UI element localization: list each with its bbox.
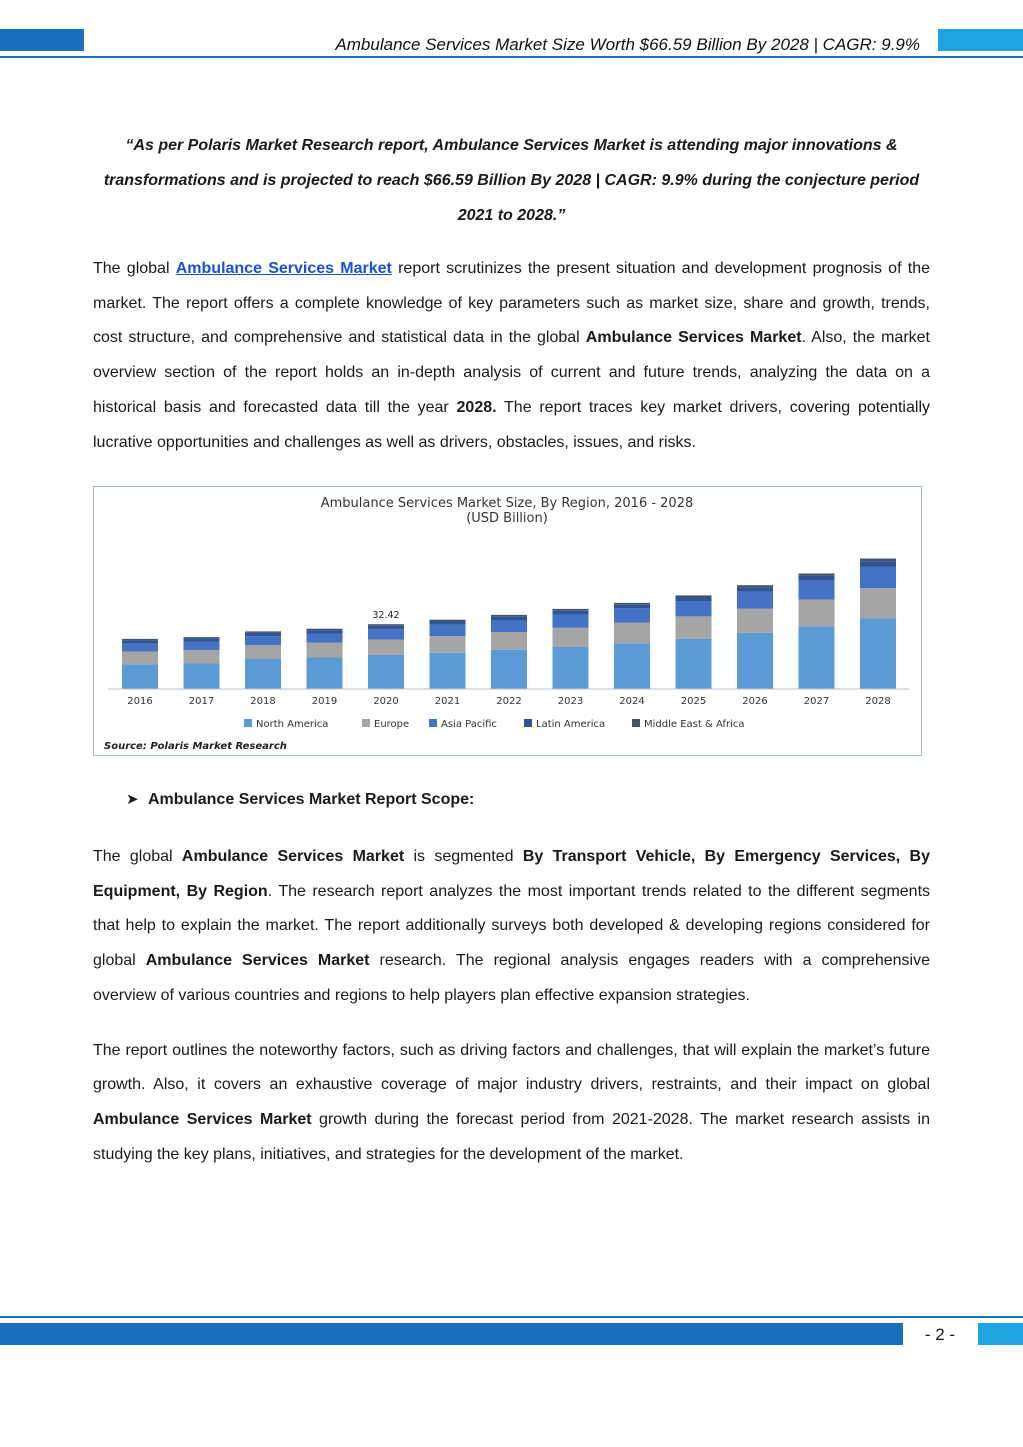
bar-2025-middle-east-africa bbox=[676, 595, 712, 597]
scope-heading bbox=[126, 790, 474, 809]
bar-2023-europe bbox=[553, 628, 589, 647]
intro-quote bbox=[93, 128, 930, 233]
x-tick-label: 2016 bbox=[127, 696, 153, 707]
bar-2018-middle-east-africa bbox=[245, 631, 281, 633]
bar-2024-middle-east-africa bbox=[614, 603, 650, 605]
footer-bar-right bbox=[978, 1323, 1023, 1345]
bar-2027-north-america bbox=[799, 627, 835, 689]
bar-2023-asia-pacific bbox=[553, 615, 589, 628]
quote-line-2: transformations and is projected to reach $66.59 Billion By 2028 | CAGR: 9.9% during the conjecture period bbox=[103, 172, 920, 189]
text-run: The global bbox=[93, 848, 182, 865]
bold-run: Ambulance Services Market bbox=[93, 1110, 312, 1128]
bold-run: By Transport Vehicle, By Emergency Services, By Equipment, By Region bbox=[93, 848, 930, 900]
x-tick-label: 2024 bbox=[619, 696, 645, 707]
bar-2019-asia-pacific bbox=[307, 634, 343, 643]
bar-2024-asia-pacific bbox=[614, 608, 650, 622]
bar-2024-europe bbox=[614, 623, 650, 644]
bar-2020-north-america bbox=[368, 655, 404, 689]
bar-2017-north-america bbox=[184, 664, 220, 690]
chart-source: Source: Polaris Market Research bbox=[104, 741, 287, 752]
legend-swatch bbox=[632, 719, 640, 727]
bar-2022-middle-east-africa bbox=[491, 615, 527, 617]
bar-2017-middle-east-africa bbox=[184, 637, 220, 639]
legend-swatch bbox=[429, 719, 437, 727]
bar-2024-latin-america bbox=[614, 605, 650, 609]
x-tick-label: 2023 bbox=[557, 696, 584, 707]
bar-2028-middle-east-africa bbox=[860, 559, 896, 562]
legend-label: Asia Pacific bbox=[441, 719, 497, 730]
bar-2018-north-america bbox=[245, 659, 281, 689]
bar-2027-middle-east-africa bbox=[799, 574, 835, 576]
bar-2019-middle-east-africa bbox=[307, 629, 343, 631]
legend-label: Middle East & Africa bbox=[644, 719, 745, 730]
bar-2028-north-america bbox=[860, 619, 896, 690]
bold-run: Ambulance Services Market bbox=[145, 952, 370, 970]
bar-2021-asia-pacific bbox=[430, 625, 466, 636]
bar-2021-north-america bbox=[430, 653, 466, 689]
bar-2025-asia-pacific bbox=[676, 601, 712, 616]
x-tick-label: 2028 bbox=[865, 696, 891, 707]
text-run: report scrutinizes the present situation and development prognosis of the market. The report offers a complete knowledge of key parameters such as market size, share and growth, trends, cost structure, and comprehensive and statistical data in the global bbox=[93, 260, 930, 347]
chart-svg bbox=[94, 487, 921, 755]
paragraph-factors bbox=[93, 1034, 930, 1173]
text-run: growth during the forecast period from 2021-2028. The market research assists in studying the key plans, initiatives, and strategies for the development of the market. bbox=[93, 1110, 931, 1163]
bar-2025-europe bbox=[676, 616, 712, 639]
bar-2016-north-america bbox=[122, 664, 158, 689]
footer-rule bbox=[0, 1316, 1023, 1318]
bar-2026-middle-east-africa bbox=[737, 585, 773, 587]
bar-2025-latin-america bbox=[676, 598, 712, 602]
bar-2020-latin-america bbox=[368, 626, 404, 630]
bar-2028-asia-pacific bbox=[860, 567, 896, 588]
bar-2017-asia-pacific bbox=[184, 642, 220, 650]
text-run: The report traces key market drivers, covering potentially lucrative opportunities and challenges as well as drivers, obstacles, issues, and risks. bbox=[93, 398, 930, 451]
bar-2024-north-america bbox=[614, 643, 650, 689]
arrow-bullet-icon: ➤ bbox=[126, 791, 139, 808]
main-content bbox=[93, 128, 930, 460]
chart-bars bbox=[122, 559, 896, 690]
x-tick-label: 2026 bbox=[742, 696, 768, 707]
bar-2023-north-america bbox=[553, 647, 589, 689]
text-run: is segmented bbox=[404, 848, 523, 865]
bar-2022-europe bbox=[491, 632, 527, 650]
data-label: 32.42 bbox=[372, 610, 400, 622]
x-tick-label: 2022 bbox=[496, 696, 522, 707]
bar-2026-latin-america bbox=[737, 587, 773, 592]
chart-annotations bbox=[372, 610, 399, 621]
legend-label: Latin America bbox=[536, 719, 606, 730]
bar-2020-europe bbox=[368, 640, 404, 655]
header-rule bbox=[0, 56, 1023, 58]
bar-2019-latin-america bbox=[307, 630, 343, 633]
x-tick-label: 2019 bbox=[311, 696, 338, 707]
bar-2021-latin-america bbox=[430, 622, 466, 625]
bold-run: Ambulance Services Market bbox=[181, 848, 405, 865]
text-run: . Also, the market overview section of the report holds an in-depth analysis of current and future trends, analyzing the data on a historical basis and forecasted data till the year bbox=[93, 329, 930, 416]
bar-2021-europe bbox=[430, 636, 466, 653]
scope-heading-text: Ambulance Services Market Report Scope: bbox=[148, 791, 475, 808]
chart-legend bbox=[244, 719, 744, 730]
text-run: The report outlines the noteworthy factors, such as driving factors and challenges, that will explain the market’s future growth. Also, it covers an exhaustive coverage of major industry drivers, restraints, and their impact on global bbox=[93, 1041, 930, 1094]
bar-2018-latin-america bbox=[245, 633, 281, 636]
bar-2019-europe bbox=[307, 643, 343, 658]
bar-2023-latin-america bbox=[553, 611, 589, 615]
market-size-chart bbox=[93, 486, 922, 756]
legend-label: Europe bbox=[374, 719, 410, 730]
bar-2016-middle-east-africa bbox=[122, 639, 158, 641]
bar-2022-asia-pacific bbox=[491, 620, 527, 632]
header-bar-left bbox=[0, 29, 84, 51]
legend-swatch bbox=[244, 719, 252, 727]
scope-content bbox=[93, 840, 930, 1172]
bar-2026-north-america bbox=[737, 633, 773, 689]
bar-2017-latin-america bbox=[184, 639, 220, 642]
bar-2027-asia-pacific bbox=[799, 581, 835, 600]
bar-2016-asia-pacific bbox=[122, 644, 158, 652]
x-tick-labels bbox=[127, 696, 890, 707]
bold-run: Ambulance Services Market bbox=[585, 329, 802, 347]
bar-2026-asia-pacific bbox=[737, 592, 773, 609]
legend-swatch bbox=[524, 719, 532, 727]
bar-2019-north-america bbox=[307, 658, 343, 690]
chart-subtitle: (USD Billion) bbox=[466, 511, 548, 526]
bar-2027-latin-america bbox=[799, 576, 835, 581]
bar-2021-middle-east-africa bbox=[430, 620, 466, 622]
ambulance-services-market-link[interactable]: Ambulance Services Market bbox=[175, 260, 392, 277]
bar-2028-latin-america bbox=[860, 561, 896, 567]
bar-2025-north-america bbox=[676, 639, 712, 689]
bar-2016-latin-america bbox=[122, 640, 158, 643]
bar-2017-europe bbox=[184, 650, 220, 664]
text-run: The global bbox=[93, 260, 176, 277]
bar-2018-asia-pacific bbox=[245, 636, 281, 645]
bar-2022-north-america bbox=[491, 650, 527, 689]
x-tick-label: 2017 bbox=[188, 696, 215, 707]
text-run: . The research report analyzes the most important trends related to the different segments that help to explain the market. The report additionally surveys both developed & developing regions considered for global bbox=[93, 882, 931, 970]
page-number: - 2 - bbox=[924, 1325, 956, 1344]
bar-2028-europe bbox=[860, 588, 896, 618]
bold-run: 2028. bbox=[456, 398, 497, 416]
bar-2020-asia-pacific bbox=[368, 629, 404, 639]
text-run: research. The regional analysis engages readers with a comprehensive overview of various countries and regions to help players plan effective expansion strategies. bbox=[93, 952, 931, 1004]
legend-label: North America bbox=[256, 719, 329, 730]
bar-2026-europe bbox=[737, 609, 773, 633]
chart-title: Ambulance Services Market Size, By Region, 2016 - 2028 bbox=[320, 496, 694, 511]
header-bar-right bbox=[938, 29, 1023, 51]
x-tick-label: 2021 bbox=[434, 696, 461, 707]
bar-2016-europe bbox=[122, 652, 158, 665]
bar-2022-latin-america bbox=[491, 617, 527, 620]
bar-2018-europe bbox=[245, 645, 281, 659]
x-tick-label: 2027 bbox=[803, 696, 830, 707]
x-tick-label: 2020 bbox=[373, 696, 399, 707]
quote-line-3: 2021 to 2028.” bbox=[457, 207, 566, 224]
x-tick-label: 2025 bbox=[680, 696, 707, 707]
quote-line-1: “As per Polaris Market Research report, Ambulance Services Market is attending major innovations & bbox=[125, 137, 898, 154]
legend-swatch bbox=[362, 719, 370, 727]
bar-2027-europe bbox=[799, 600, 835, 627]
x-tick-label: 2018 bbox=[250, 696, 276, 707]
footer-bar-left bbox=[0, 1323, 903, 1345]
bar-2023-middle-east-africa bbox=[553, 609, 589, 611]
paragraph-segmentation bbox=[93, 840, 930, 1014]
header-title: Ambulance Services Market Size Worth $66.59 Billion By 2028 | CAGR: 9.9% bbox=[335, 35, 920, 54]
paragraph-overview bbox=[93, 252, 930, 460]
bar-2020-middle-east-africa bbox=[368, 624, 404, 626]
